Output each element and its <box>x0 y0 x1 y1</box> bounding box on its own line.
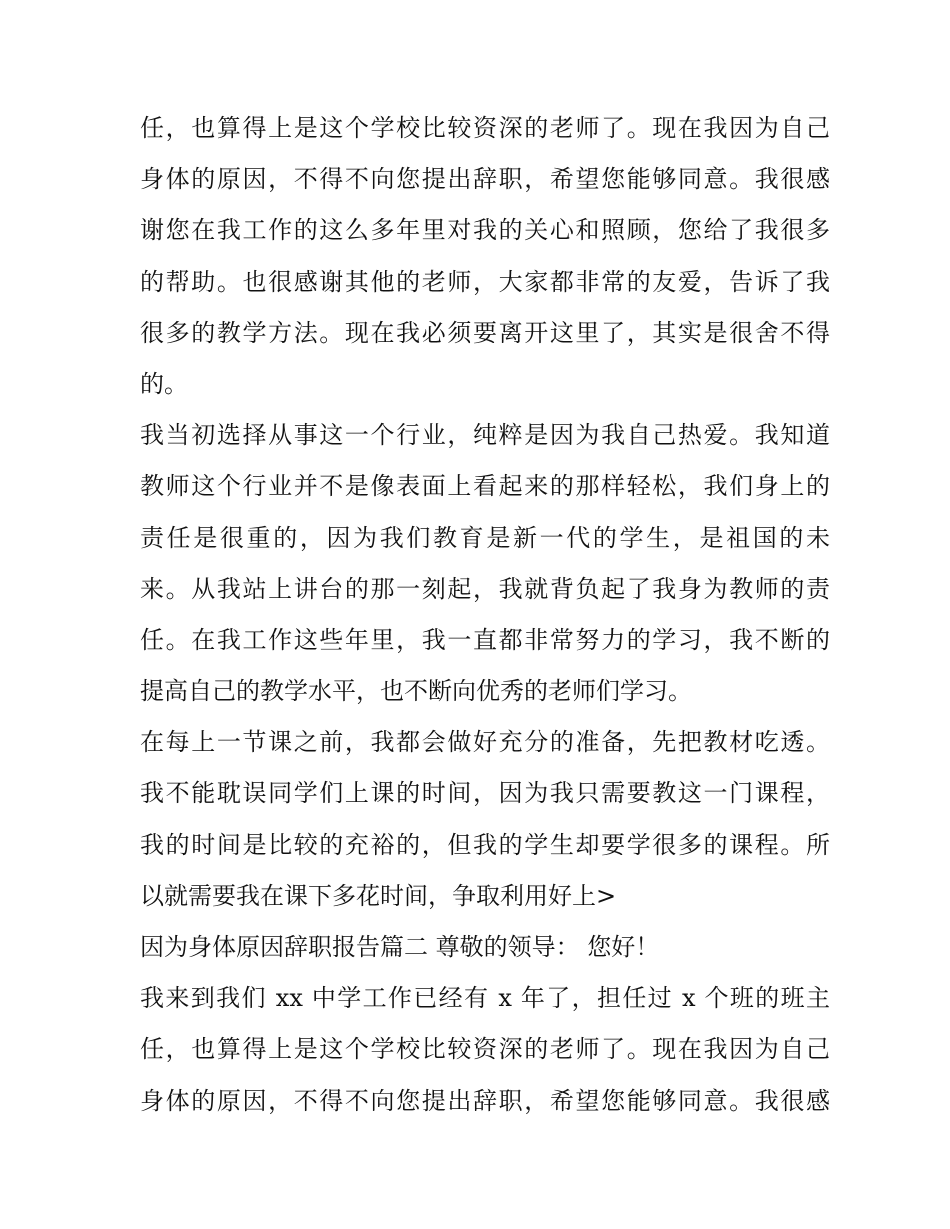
text-line: 任，也算得上是这个学校比较资深的老师了。现在我因为自己 <box>140 114 830 142</box>
text-line: 谢您在我工作的这么多年里对我的关心和照顾，您给了我很多 <box>140 216 830 245</box>
document-body <box>140 103 830 1127</box>
text-line: 身体的原因，不得不向您提出辞职，希望您能够同意。我很感 <box>140 165 830 194</box>
text-line: 我来到我们 xx 中学工作已经有 x 年了，担任过 x 个班的班主 <box>140 984 830 1013</box>
text-line: 我不能耽误同学们上课的时间，因为我只需要教这一门课程， <box>140 779 830 808</box>
text-line: 的帮助。也很感谢其他的老师，大家都非常的友爱，告诉了我 <box>140 267 830 296</box>
text-line: 来。从我站上讲台的那一刻起，我就背负起了我身为教师的责 <box>140 574 830 603</box>
text-line: 责任是很重的，因为我们教育是新一代的学生，是祖国的未 <box>140 523 830 552</box>
text-line: 以就需要我在课下多花时间，争取利用好上> <box>140 881 617 910</box>
text-line: 任。在我工作这些年里，我一直都非常努力的学习，我不断的 <box>140 625 830 654</box>
text-line: 我的时间是比较的充裕的，但我的学生却要学很多的课程。所 <box>140 830 830 859</box>
text-line: 提高自己的教学水平，也不断向优秀的老师们学习。 <box>140 677 692 706</box>
text-line: 我当初选择从事这一个行业，纯粹是因为我自己热爱。我知道 <box>140 421 830 450</box>
text-line: 因为身体原因辞职报告篇二 尊敬的领导： 您好！ <box>140 933 660 961</box>
text-line: 身体的原因，不得不向您提出辞职，希望您能够同意。我很感 <box>140 1086 830 1115</box>
text-line: 很多的教学方法。现在我必须要离开这里了，其实是很舍不得 <box>140 318 830 347</box>
text-line: 的。 <box>140 369 188 398</box>
text-line: 教师这个行业并不是像表面上看起来的那样轻松，我们身上的 <box>140 472 830 501</box>
text-line: 任，也算得上是这个学校比较资深的老师了。现在我因为自己 <box>140 1035 830 1064</box>
text-line: 在每上一节课之前，我都会做好充分的准备，先把教材吃透。 <box>140 728 830 757</box>
